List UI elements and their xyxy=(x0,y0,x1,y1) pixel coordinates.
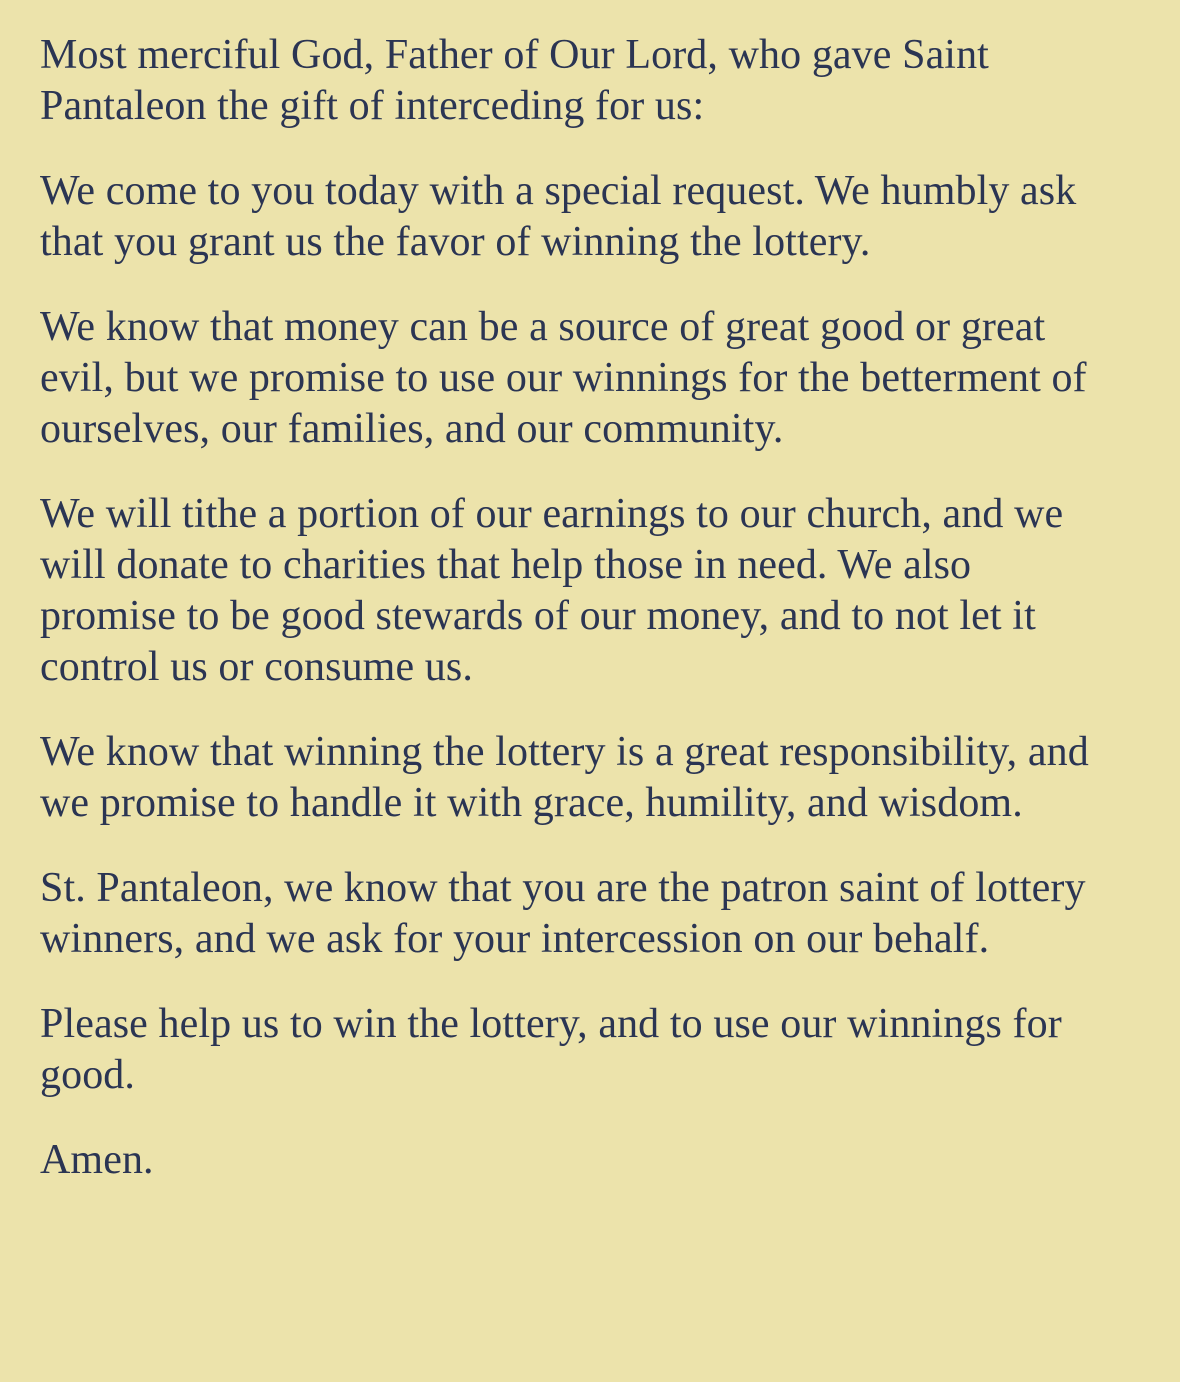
prayer-paragraph-tithe-promise: We will tithe a portion of our earnings to our church, and we will donate to charities that help those in need. We also promise to be good stewards of our money, and to not let it control us or consume us. xyxy=(40,491,1064,690)
prayer-paragraph-request: We come to you today with a special request. We humbly ask that you grant us the favor of winning the lottery. xyxy=(40,168,1077,265)
prayer-paragraph-responsibility: We know that winning the lottery is a great responsibility, and we promise to handle it with grace, humility, and wisdom. xyxy=(40,729,1089,826)
prayer-paragraph-petition: Please help us to win the lottery, and to use our winnings for good. xyxy=(40,1001,1062,1098)
prayer-paragraph-invocation: Most merciful God, Father of Our Lord, who gave Saint Pantaleon the gift of interceding for us: xyxy=(40,32,989,129)
prayer-paragraph-intercession: St. Pantaleon, we know that you are the patron saint of lottery winners, and we ask for your intercession on our behalf. xyxy=(40,865,1086,962)
prayer-text-body xyxy=(40,30,1090,1186)
prayer-paragraph-amen: Amen. xyxy=(40,1137,154,1183)
prayer-paragraph-money-promise: We know that money can be a source of great good or great evil, but we promise to use our winnings for the betterment of ourselves, our families, and our community. xyxy=(40,304,1087,452)
